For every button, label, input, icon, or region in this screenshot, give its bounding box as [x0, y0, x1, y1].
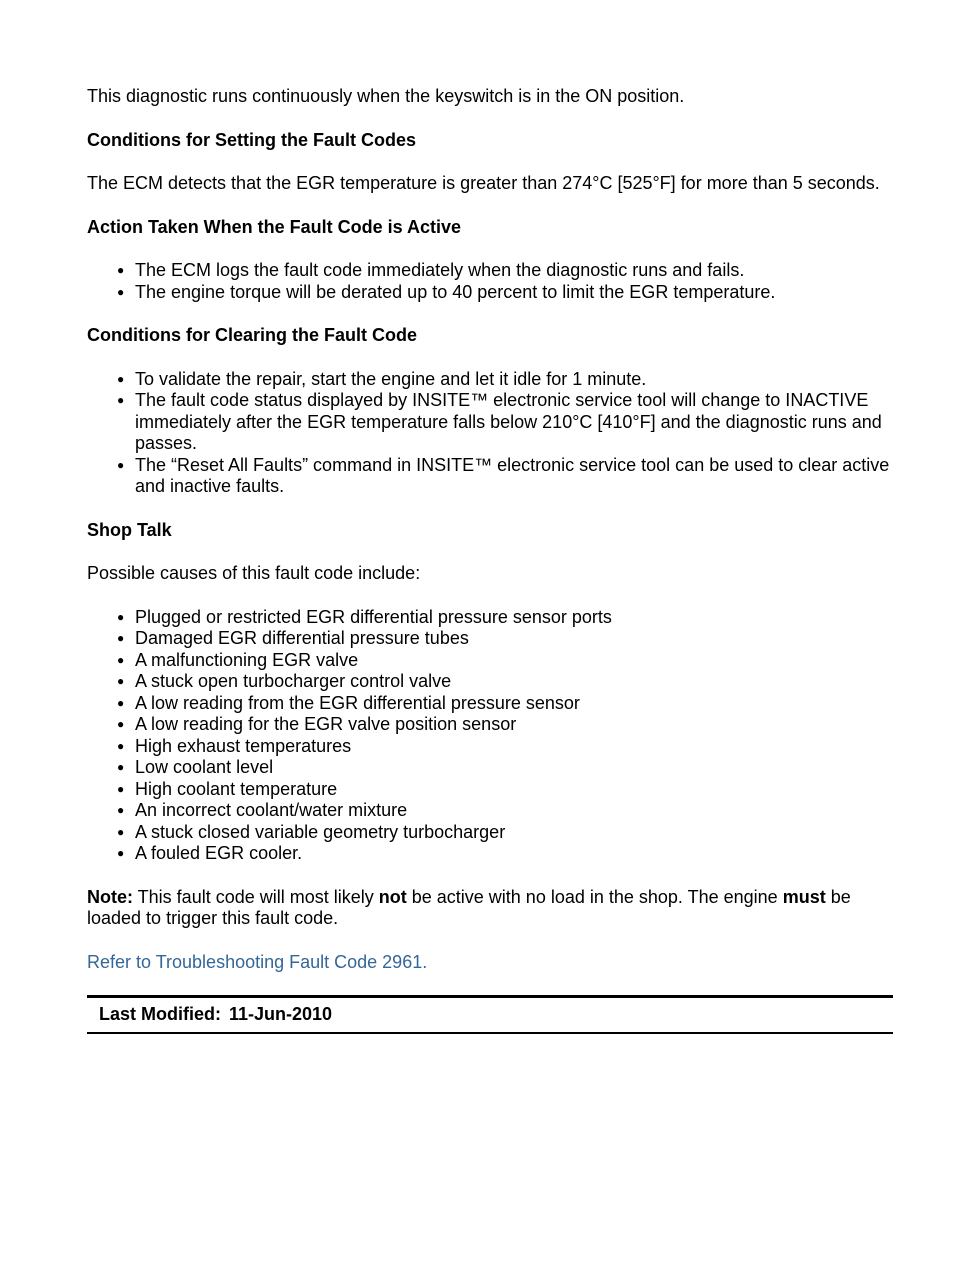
bullet-icon: ● — [117, 803, 125, 817]
list-item: ● Plugged or restricted EGR differential pressure sensor ports — [117, 606, 612, 627]
list-item: ● The “Reset All Faults” command in INSITE™ electronic service tool can be used to clear active and inactive faults. — [117, 454, 890, 496]
list-item: ● Low coolant level — [117, 757, 274, 777]
list-item: ● The fault code status displayed by INSITE™ electronic service tool will change to INACTIVE immediately after the EGR temperature falls below 210°C [410°F] and the diagnostic runs and passes. — [117, 390, 882, 453]
bullet-icon: ● — [117, 695, 125, 710]
heading-shop-talk: Shop Talk — [87, 519, 172, 540]
list-item: ● A malfunctioning EGR valve — [117, 649, 359, 670]
list-item: ● Damaged EGR differential pressure tubes — [117, 628, 469, 648]
list-item: ● High exhaust temperatures — [117, 735, 352, 756]
heading-conditions-setting: Conditions for Setting the Fault Codes — [87, 129, 416, 150]
bullet-icon: ● — [117, 631, 125, 645]
bullet-icon: ● — [117, 846, 125, 860]
troubleshooting-link[interactable]: Refer to Troubleshooting Fault Code 2961. — [87, 951, 428, 972]
list-item: ● The engine torque will be derated up to 40 percent to limit the EGR temperature. — [117, 281, 776, 302]
conditions-clearing-list — [87, 369, 893, 498]
heading-action-taken: Action Taken When the Fault Code is Active — [87, 216, 462, 237]
bullet-icon: ● — [117, 609, 125, 624]
bullet-icon: ● — [117, 781, 125, 796]
note-label: Note: — [87, 886, 133, 907]
bullet-icon: ● — [117, 284, 125, 299]
last-modified-date: 11-Jun-2010 — [229, 1004, 333, 1024]
bullet-icon: ● — [117, 674, 125, 688]
last-modified-label: Last Modified: — [99, 1004, 221, 1024]
list-item: ● An incorrect coolant/water mixture — [117, 800, 408, 820]
list-item: ● A low reading for the EGR valve position sensor — [117, 714, 517, 734]
possible-causes-list — [87, 607, 893, 865]
last-modified-footer — [87, 995, 893, 1034]
list-item: ● A fouled EGR cooler. — [117, 843, 303, 863]
list-item: ● A stuck closed variable geometry turbocharger — [117, 821, 506, 842]
bullet-icon: ● — [117, 393, 125, 407]
bullet-icon: ● — [117, 457, 125, 472]
shop-talk-paragraph: Possible causes of this fault code include: — [87, 563, 421, 583]
bullet-icon: ● — [117, 371, 125, 386]
list-item: ● High coolant temperature — [117, 778, 338, 799]
heading-conditions-clearing: Conditions for Clearing the Fault Code — [87, 325, 417, 345]
note-emphasis-must: must — [782, 886, 826, 907]
document-body — [87, 86, 893, 1034]
note-paragraph: Note: This fault code will most likely not be active with no load in the shop. The engine must be loaded to trigger this fault code. — [87, 886, 851, 928]
bullet-icon: ● — [117, 760, 125, 774]
bullet-icon: ● — [117, 824, 125, 839]
note-emphasis-not: not — [378, 886, 407, 907]
bullet-icon: ● — [117, 652, 125, 667]
list-item: ● A stuck open turbocharger control valve — [117, 671, 452, 691]
conditions-setting-paragraph: The ECM detects that the EGR temperature is greater than 274°C [525°F] for more than 5 seconds. — [87, 173, 880, 193]
refer-paragraph — [87, 952, 893, 974]
bullet-icon: ● — [117, 738, 125, 753]
action-taken-list — [87, 260, 893, 303]
list-item: ● A low reading from the EGR differential pressure sensor — [117, 692, 580, 713]
list-item: ● To validate the repair, start the engine and let it idle for 1 minute. — [117, 368, 647, 389]
bullet-icon: ● — [117, 717, 125, 731]
intro-paragraph: This diagnostic runs continuously when the keyswitch is in the ON position. — [87, 86, 685, 106]
list-item: ● The ECM logs the fault code immediately when the diagnostic runs and fails. — [117, 260, 745, 280]
bullet-icon: ● — [117, 263, 125, 277]
